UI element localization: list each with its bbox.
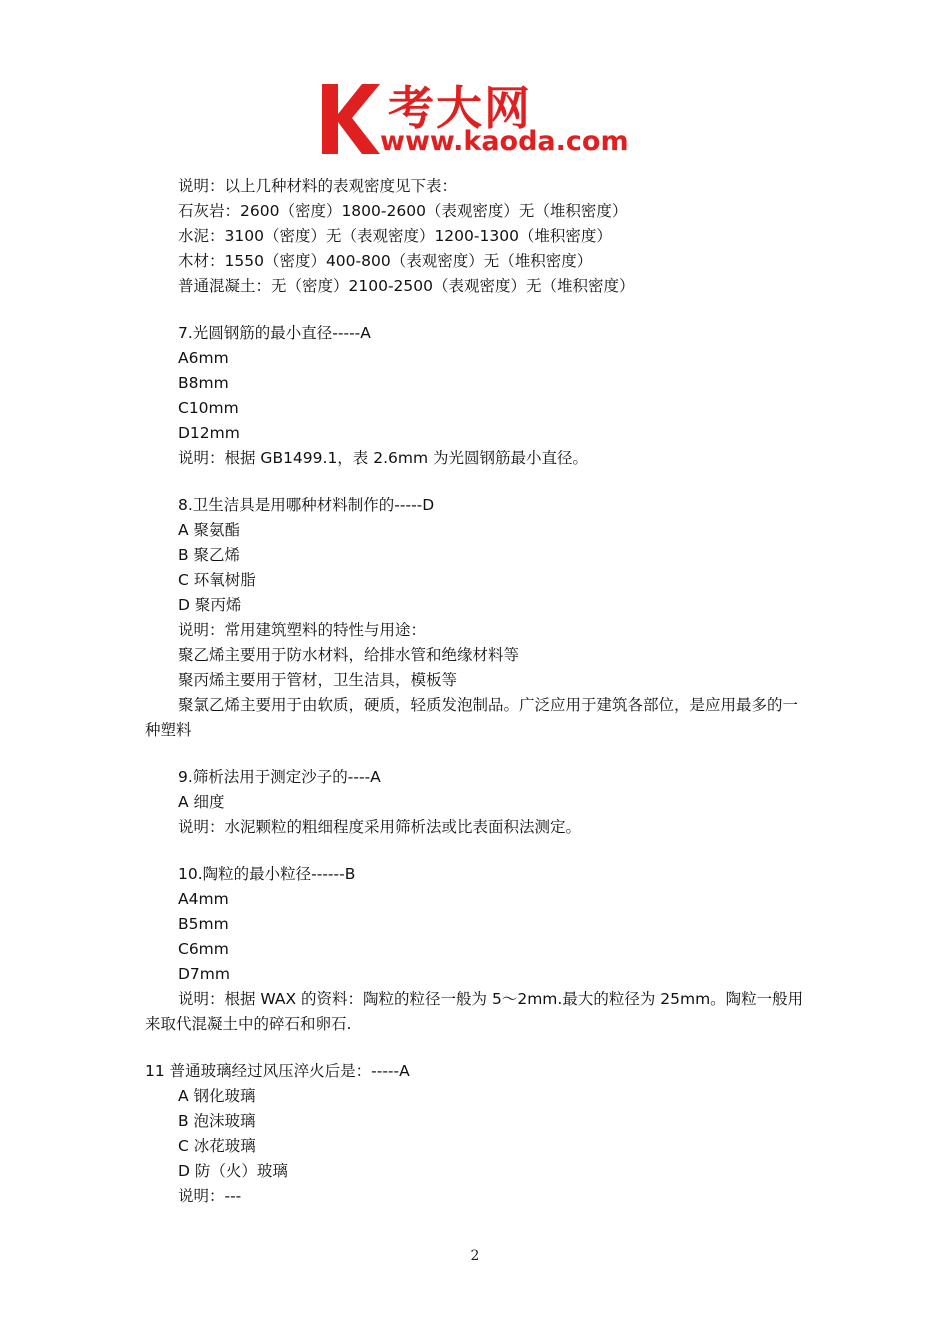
page-number: 2 xyxy=(470,1248,480,1264)
text-line: 聚丙烯主要用于管材，卫生洁具，模板等 xyxy=(178,671,458,689)
text-line: 说明：--- xyxy=(178,1187,242,1205)
text-line: A4mm xyxy=(178,890,229,908)
text-line: 水泥：3100（密度）无（表观密度）1200-1300（堆积密度） xyxy=(178,227,612,245)
text-line: C 冰花玻璃 xyxy=(178,1137,256,1155)
logo-title: 考大网 xyxy=(388,81,532,135)
k-logo-icon xyxy=(318,82,382,156)
text-line: 普通混凝土：无（密度）2100-2500（表观密度）无（堆积密度） xyxy=(178,277,635,295)
text-line: C 环氧树脂 xyxy=(178,571,256,589)
text-line: A 钢化玻璃 xyxy=(178,1087,256,1105)
text-line: 聚乙烯主要用于防水材料，给排水管和绝缘材料等 xyxy=(178,646,520,664)
text-line: 木材：1550（密度）400-800（表观密度）无（堆积密度） xyxy=(178,252,593,270)
text-line: B 泡沫玻璃 xyxy=(178,1112,256,1130)
paragraph-gap xyxy=(145,840,805,862)
text-line: A6mm xyxy=(178,349,229,367)
text-line: 说明：水泥颗粒的粗细程度采用筛析法或比表面积法测定。 xyxy=(178,818,582,836)
text-line: B 聚乙烯 xyxy=(178,546,241,564)
text-line: D7mm xyxy=(178,965,230,983)
text-line: 说明：以上几种材料的表观密度见下表： xyxy=(178,177,458,195)
text-line: 说明：根据 GB1499.1，表 2.6mm 为光圆钢筋最小直径。 xyxy=(178,449,589,467)
document-body xyxy=(145,174,805,1209)
text-line: D 聚丙烯 xyxy=(178,596,242,614)
text-line: 石灰岩：2600（密度）1800-2600（表观密度）无（堆积密度） xyxy=(178,202,628,220)
text-line: 8.卫生洁具是用哪种材料制作的-----D xyxy=(178,496,435,514)
text-line: 聚氯乙烯主要用于由软质，硬质，轻质发泡制品。广泛应用于建筑各部位，是应用最多的一种塑料 xyxy=(145,696,799,739)
text-line: A 聚氨酯 xyxy=(178,521,241,539)
text-line: 11 普通玻璃经过风压淬火后是：-----A xyxy=(145,1062,410,1080)
text-line: C10mm xyxy=(178,399,239,417)
text-line: 7.光圆钢筋的最小直径-----A xyxy=(178,324,371,342)
paragraph-gap xyxy=(145,743,805,765)
text-line: 10.陶粒的最小粒径------B xyxy=(178,865,356,883)
text-line: B8mm xyxy=(178,374,229,392)
text-line: B5mm xyxy=(178,915,229,933)
paragraph-gap xyxy=(145,1037,805,1059)
text-line: 说明：根据 WAX 的资料：陶粒的粒径一般为 5～2mm.最大的粒径为 25mm。陶粒一般用来取代混凝土中的碎石和卵石. xyxy=(145,990,804,1033)
kaoda-logo xyxy=(318,80,640,160)
text-line: A 细度 xyxy=(178,793,225,811)
text-line: 9.筛析法用于测定沙子的----A xyxy=(178,768,381,786)
text-line: 说明：常用建筑塑料的特性与用途： xyxy=(178,621,427,639)
text-line: D 防（火）玻璃 xyxy=(178,1162,288,1180)
text-line: D12mm xyxy=(178,424,240,442)
paragraph-gap xyxy=(145,471,805,493)
text-line: C6mm xyxy=(178,940,229,958)
paragraph-gap xyxy=(145,299,805,321)
logo-url: www.kaoda.com xyxy=(380,126,629,157)
